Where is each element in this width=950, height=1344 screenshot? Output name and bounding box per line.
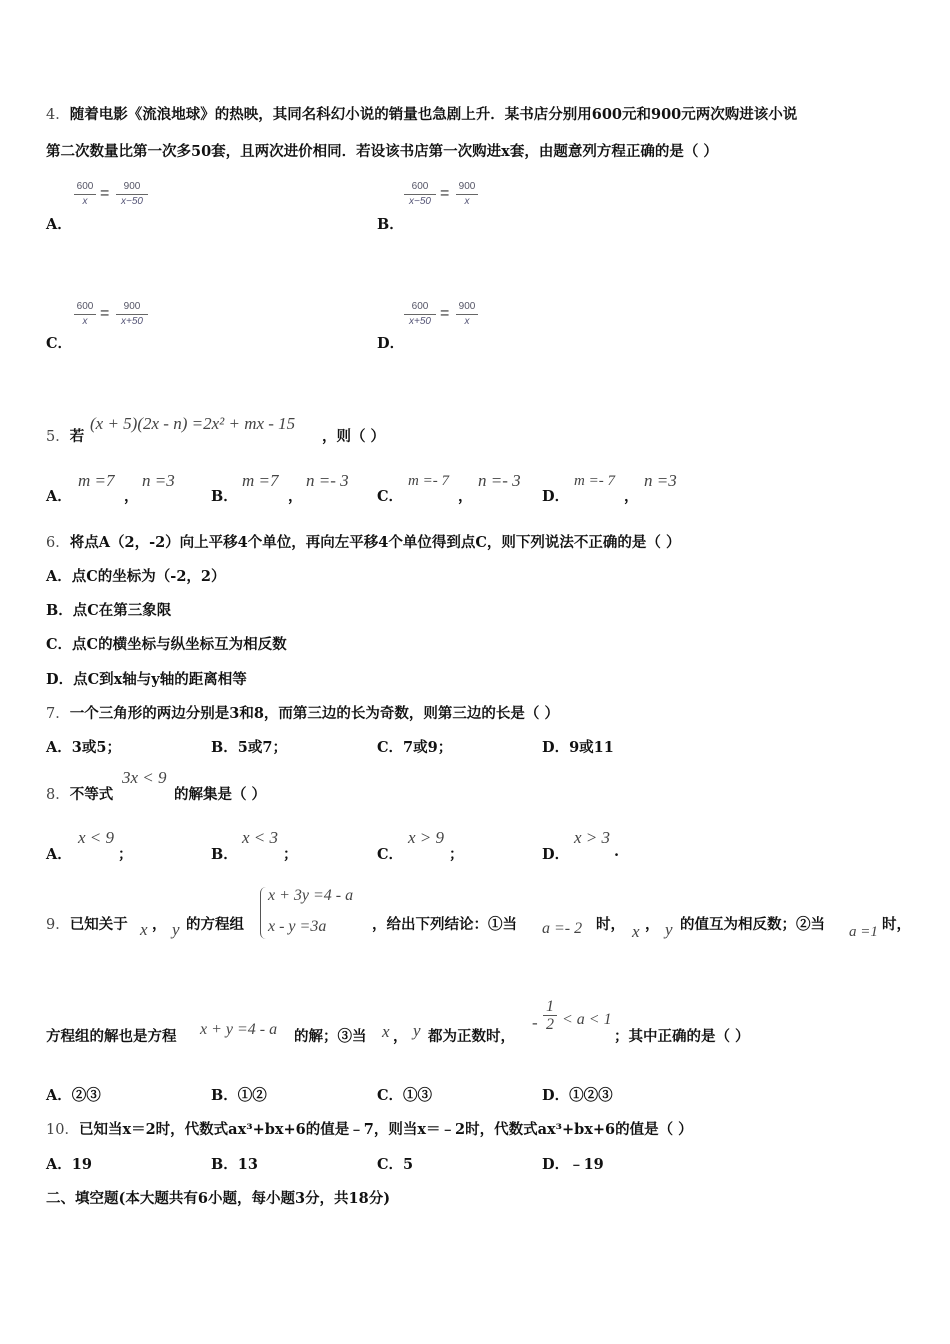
equals-sign: = <box>440 185 450 202</box>
q4-d-left-fraction: 600 x+50 <box>404 301 436 328</box>
q9-range: < a < 1 <box>562 1011 612 1028</box>
q8-d-math: x > 3 <box>574 828 611 847</box>
q8-option-b[interactable]: B． <box>211 846 238 863</box>
q9-conclusions-intro: ，给出下列结论：①当 <box>372 916 517 933</box>
q5-number: 5．若 <box>46 428 85 445</box>
q9-var-y: y <box>172 920 180 939</box>
q9-option-d[interactable]: D．①②③ <box>542 1087 613 1104</box>
q5-a-n: n =3 <box>142 471 175 490</box>
q9-line2-positive: 都为正数时， <box>428 1028 515 1045</box>
equals-sign: = <box>100 185 110 202</box>
q5-option-b[interactable]: B． <box>211 488 238 505</box>
equals-sign: = <box>100 305 110 322</box>
q8-option-a[interactable]: A． <box>46 846 72 863</box>
q5-b-sep: ， <box>288 488 303 505</box>
q9-equation: x + y =4 - a <box>200 1021 278 1038</box>
q7-option-d[interactable]: D．9或11 <box>542 739 614 756</box>
q8-b-math: x < 3 <box>242 828 279 847</box>
q9-option-c[interactable]: C．①③ <box>377 1087 433 1104</box>
q8-a-math: x < 9 <box>78 828 115 847</box>
q10-option-c[interactable]: C．5 <box>377 1156 414 1173</box>
q9-var-x: x <box>140 920 148 939</box>
q7-stem: 7．一个三角形的两边分别是3和8，而第三边的长为奇数，则第三边的长是（ ） <box>46 705 559 722</box>
q9-line2-mid: 的解；③当 <box>294 1028 367 1045</box>
q9-when1: 时， <box>596 916 625 933</box>
q4-option-b-label[interactable]: B． <box>377 216 404 233</box>
q5-c-sep: ， <box>458 488 473 505</box>
q4-a-left-fraction: 600 x <box>74 181 96 208</box>
q10-option-b[interactable]: B．13 <box>211 1156 258 1173</box>
q8-c-end: ； <box>449 846 464 863</box>
q9-line2-start: 方程组的解也是方程 <box>46 1028 177 1045</box>
q4-option-c-label[interactable]: C． <box>46 335 73 352</box>
q5-d-m: m =- 7 <box>574 473 615 489</box>
q4-line1: 4．随着电影《流浪地球》的热映，其同名科幻小说的销量也急剧上升．某书店分别用600元和900元两次购进该小说 <box>46 106 798 123</box>
q5-a-sep: ， <box>124 488 139 505</box>
q9-minus-sign: - <box>532 1013 538 1032</box>
q4-c-left-fraction: 600 x <box>74 301 96 328</box>
q9-var-y: y <box>665 920 673 939</box>
q9-var-x: x <box>382 1022 390 1041</box>
q8-d-end: . <box>614 843 620 860</box>
q5-b-n: n =- 3 <box>306 471 349 490</box>
q4-line2: 第二次数量比第一次多50套，且两次进价相同．若设该书店第一次购进x套，由题意列方程正确的是（ ） <box>46 143 718 160</box>
q5-a-m: m =7 <box>78 471 115 490</box>
q8-option-d[interactable]: D． <box>542 846 570 863</box>
q6-option-d[interactable]: D．点C到x轴与y轴的距离相等 <box>46 671 247 688</box>
q9-comma: ， <box>152 916 167 933</box>
q8-option-c[interactable]: C． <box>377 846 404 863</box>
q9-stem-start: 9．已知关于 <box>46 916 128 933</box>
q6-option-a[interactable]: A．点C的坐标为（-2，2） <box>46 568 226 585</box>
q4-option-d-label[interactable]: D． <box>377 335 405 352</box>
q5-d-sep: ， <box>624 488 639 505</box>
q8-c-math: x > 9 <box>408 828 445 847</box>
q5-option-a[interactable]: A． <box>46 488 72 505</box>
q4-d-right-fraction: 900 x <box>456 301 478 328</box>
q8-b-end: ； <box>283 846 298 863</box>
q9-conclusion1-text: 的值互为相反数；②当 <box>680 916 825 933</box>
q8-stem-pre: 8．不等式 <box>46 786 114 803</box>
equals-sign: = <box>440 305 450 322</box>
section-heading-fill-in: 二、填空题(本大题共有6小题，每小题3分，共18分) <box>46 1190 391 1207</box>
q6-stem: 6．将点A（2，-2）向上平移4个单位，再向左平移4个单位得到点C，则下列说法不正确的是（ ） <box>46 534 681 551</box>
q5-d-n: n =3 <box>644 471 677 490</box>
q6-option-c[interactable]: C．点C的横坐标与纵坐标互为相反数 <box>46 636 287 653</box>
q9-when2: 时， <box>882 916 911 933</box>
q9-condition2: a =1 <box>849 924 878 940</box>
q4-b-left-fraction: 600 x−50 <box>404 181 436 208</box>
q5-c-m: m =- 7 <box>408 473 449 489</box>
q4-c-right-fraction: 900 x+50 <box>116 301 148 328</box>
q9-var-x: x <box>632 922 640 941</box>
q7-option-a[interactable]: A．3或5； <box>46 739 121 756</box>
q5-tail: ，则（ ） <box>322 428 386 445</box>
system-brace <box>260 887 267 939</box>
q9-question-tail: ；其中正确的是（ ） <box>614 1028 750 1045</box>
q6-option-b[interactable]: B．点C在第三象限 <box>46 602 172 619</box>
q4-b-right-fraction: 900 x <box>456 181 478 208</box>
q9-half-fraction: 1 2 <box>543 998 557 1033</box>
q9-option-b[interactable]: B．①② <box>211 1087 267 1104</box>
q5-option-d[interactable]: D． <box>542 488 570 505</box>
q8-inequality: 3x < 9 <box>122 768 167 787</box>
q5-b-m: m =7 <box>242 471 279 490</box>
q9-comma: ， <box>645 916 660 933</box>
q4-option-a-label[interactable]: A． <box>46 216 72 233</box>
q5-c-n: n =- 3 <box>478 471 521 490</box>
q8-stem-post: 的解集是（ ） <box>174 786 267 803</box>
q9-system-eq1: x + 3y =4 - a <box>268 887 354 904</box>
q9-system-eq2: x - y =3a <box>268 918 327 935</box>
q7-option-b[interactable]: B．5或7； <box>211 739 287 756</box>
q7-option-c[interactable]: C．7或9； <box>377 739 453 756</box>
q5-option-c[interactable]: C． <box>377 488 404 505</box>
q5-expression: (x + 5)(2x - n) =2x² + mx - 15 <box>90 414 296 433</box>
q9-option-a[interactable]: A．②③ <box>46 1087 101 1104</box>
q10-stem: 10．已知当x＝2时，代数式ax³+bx+6的值是﹣7，则当x＝﹣2时，代数式ax³+bx+6的值是（ ） <box>46 1121 693 1138</box>
q10-option-a[interactable]: A．19 <box>46 1156 92 1173</box>
q9-system-label: 的方程组 <box>186 916 244 933</box>
q8-a-end: ； <box>118 846 133 863</box>
q9-var-y: y <box>413 1021 421 1040</box>
q10-option-d[interactable]: D．﹣19 <box>542 1156 604 1173</box>
q4-a-right-fraction: 900 x−50 <box>116 181 148 208</box>
q9-comma: ， <box>393 1028 408 1045</box>
q9-condition1: a =- 2 <box>542 920 583 937</box>
